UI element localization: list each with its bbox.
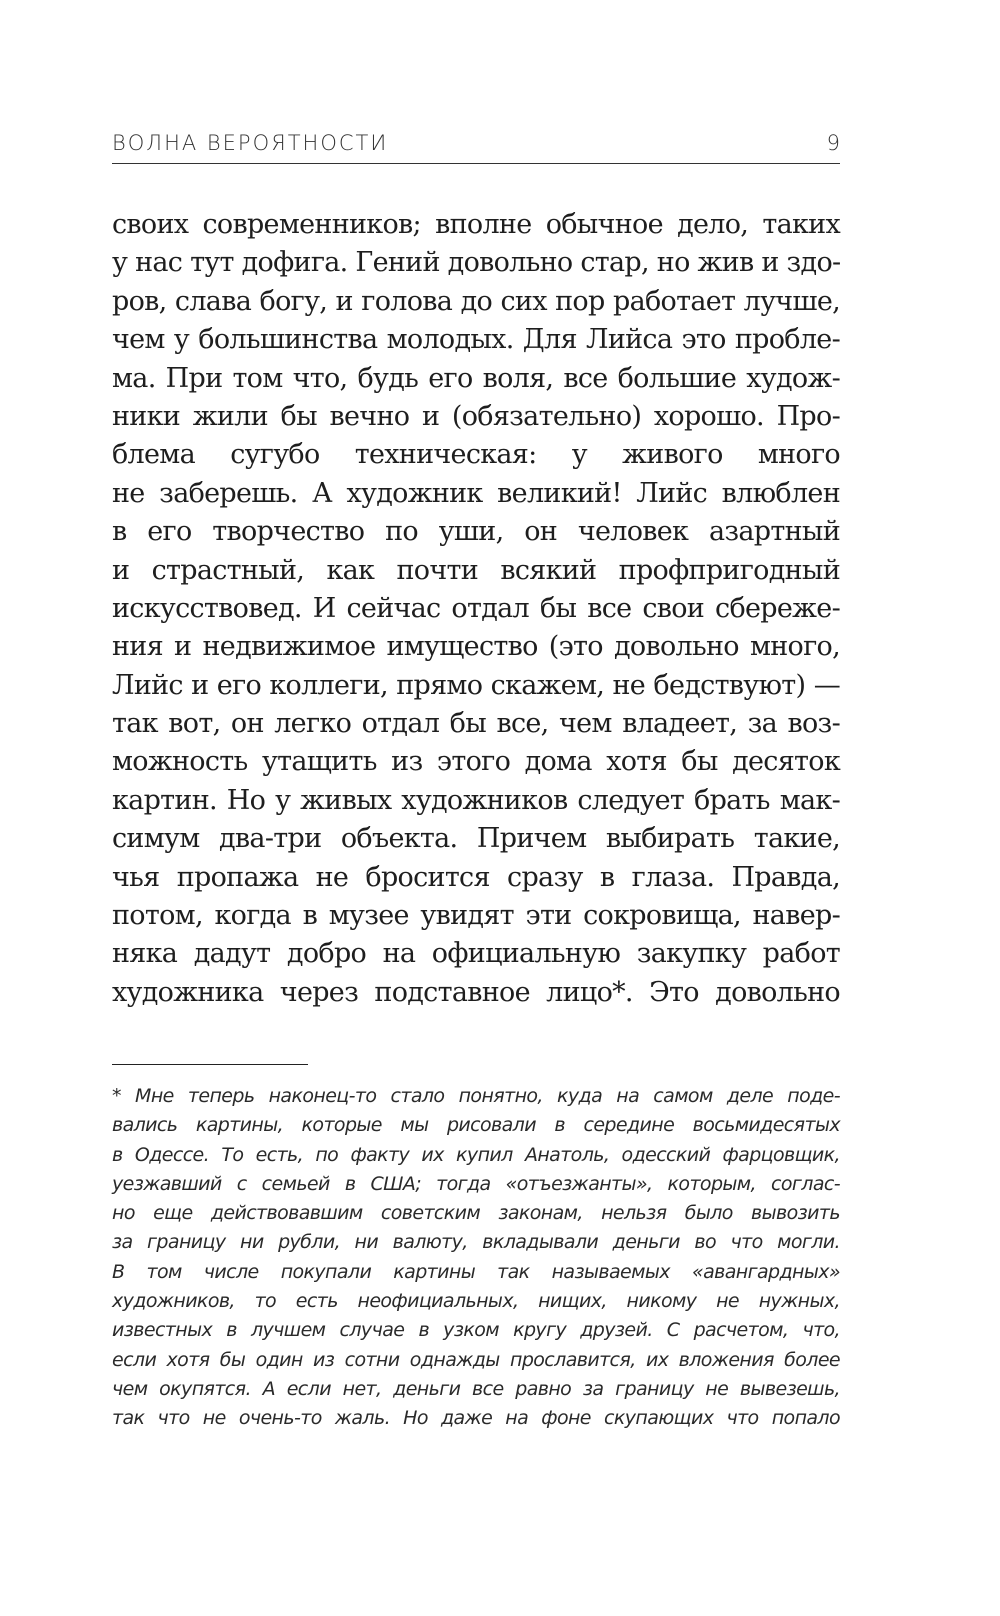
text-line: своих современников; вполне обычное дело, таких: [112, 209, 840, 240]
text-line: симум два-три объекта. Причем выбирать такие,: [112, 823, 840, 855]
text-line: не заберешь. А художник великий! Лийс влюблен: [112, 477, 840, 509]
footnote: [112, 1082, 840, 1434]
footnote-line: вались картины, которые мы рисовали в середине восьмидесятых: [112, 1114, 840, 1137]
footnote-line: художников, то есть неофициальных, нищих, никому не нужных,: [112, 1290, 840, 1313]
footnote-line: уезжавший с семьей в США; тогда «отъезжанты», которым, соглас-: [112, 1172, 840, 1195]
footnote-line: в Одессе. То есть, по факту их купил Анатоль, одесский фарцовщик,: [112, 1143, 840, 1166]
text-line: ники жили бы вечно и (обязательно) хорошо. Про-: [112, 400, 840, 432]
text-line: в его творчество по уши, он человек азартный: [112, 516, 840, 548]
running-title: ВОЛНА ВЕРОЯТНОСТИ: [112, 131, 389, 155]
text-line: чем у большинства молодых. Для Лийса это пробле-: [112, 324, 840, 356]
text-line: ния и недвижимое имущество (это довольно много,: [112, 631, 840, 663]
text-line: ма. При том что, будь его воля, все большие худож-: [112, 362, 840, 394]
text-line: потом, когда в музее увидят эти сокровища, навер-: [112, 900, 840, 932]
text-line: художника через подставное лицо*. Это довольно: [112, 976, 840, 1008]
footnote-line: известных в лучшем случае в узком кругу друзей. С расчетом, что,: [112, 1319, 840, 1342]
text-line: картин. Но у живых художников следует брать мак-: [112, 784, 840, 816]
text-line: блема сугубо техническая: у живого много: [112, 439, 840, 471]
text-line: чья пропажа не бросится сразу в глаза. Правда,: [112, 861, 840, 893]
text-line: искусствовед. И сейчас отдал бы все свои сбереже-: [112, 592, 840, 624]
text-line: можность утащить из этого дома хотя бы десяток: [112, 746, 840, 778]
footnote-line: за границу ни рубли, ни валюту, вкладывали деньги во что могли.: [112, 1231, 840, 1254]
page-number: 9: [826, 131, 840, 155]
text-line: Лийс и его коллеги, прямо скажем, не бедствуют) —: [112, 669, 840, 701]
main-text: [112, 206, 840, 1012]
text-line: и страстный, как почти всякий профпригодный: [112, 554, 840, 586]
text-line: няка дадут добро на официальную закупку работ: [112, 938, 840, 970]
footnote-line: * Мне теперь наконец-то стало понятно, куда на самом деле поде-: [112, 1085, 840, 1107]
footnote-line: если хотя бы один из сотни однажды прославится, их вложения более: [112, 1348, 840, 1371]
footnote-line: чем окупятся. А если нет, деньги все равно за границу не вывезешь,: [112, 1377, 840, 1400]
footnote-line: но еще действовавшим советским законам, нельзя было вывозить: [112, 1202, 840, 1225]
footnote-line: так что не очень-то жаль. Но даже на фоне скупающих что попало: [112, 1407, 840, 1430]
footnote-rule: [112, 1064, 308, 1065]
text-line: ров, слава богу, и голова до сих пор работает лучше,: [112, 285, 840, 317]
text-line: так вот, он легко отдал бы все, чем владеет, за воз-: [112, 708, 840, 740]
footnote-line: В том числе покупали картины так называемых «авангардных»: [112, 1260, 840, 1283]
header-rule: [112, 163, 840, 164]
text-line: у нас тут дофига. Гений довольно стар, но жив и здо-: [112, 247, 841, 279]
running-header: [112, 127, 840, 161]
